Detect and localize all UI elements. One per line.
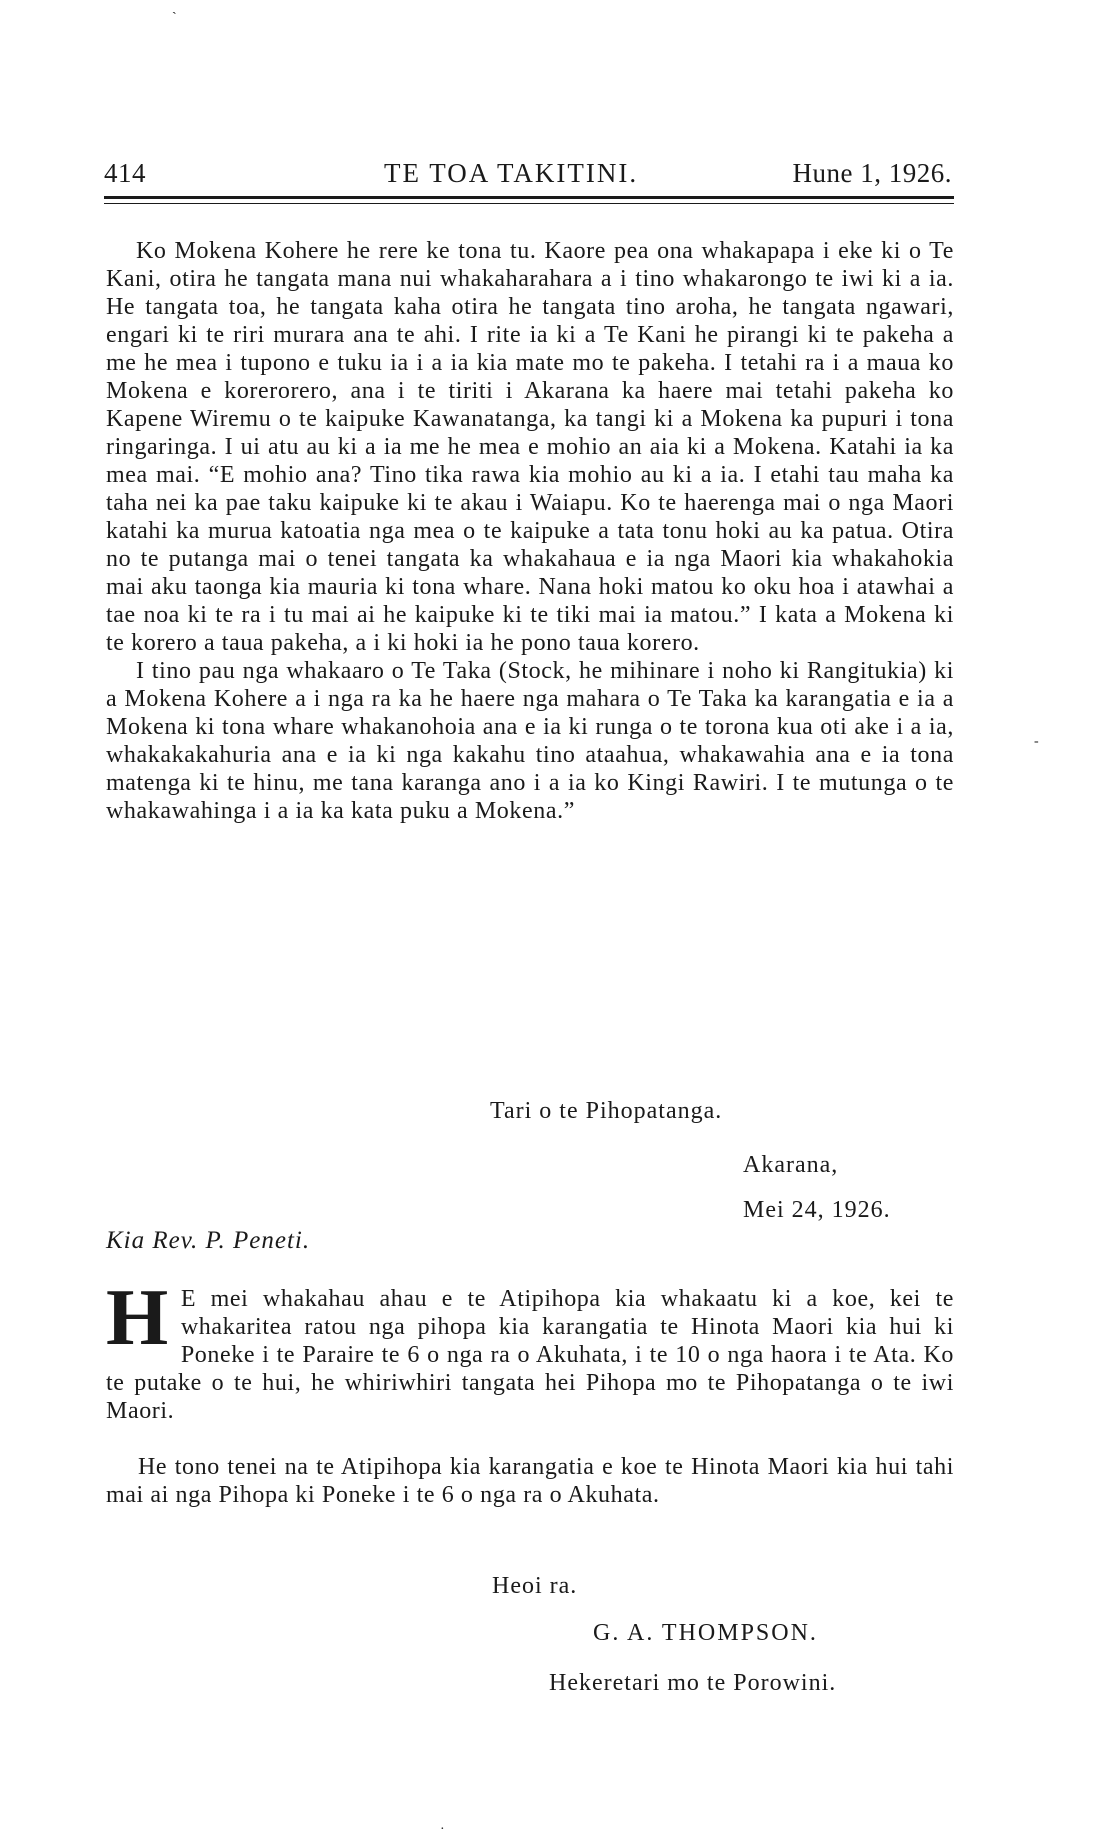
margin-print-mark: -: [1034, 734, 1039, 749]
letter-salutation: Kia Rev. P. Peneti.: [106, 1227, 311, 1254]
header-rule-thin: [104, 203, 954, 204]
issue-date: Hune 1, 1926.: [792, 158, 952, 188]
letter-body-first-text: E mei whakahau ahau e te Atipihopa kia whakaatu ki a koe, kei te whakaritea ratou nga pihopa kia karangatia te Hinota Maori kia hui ki Poneke i te Paraire te 6 o nga ra o Akuhata, i te 10 o nga haora i te Ata. Ko te putake o te hui, he whiriwhiri tangata hei Pihopa mo te Pihopatanga o te iwi Maori.: [106, 1286, 954, 1424]
letter-signature: G. A. THOMPSON.: [593, 1620, 818, 1646]
journal-title: TE TOA TAKITINI.: [384, 158, 639, 188]
article-paragraph: Ko Mokena Kohere he rere ke tona tu. Kaore pea ona whakapapa i eke ki o Te Kani, otira he tangata mana nui whakaharahara a i tino whakarongo te iwi ki a ia. He tangata toa, he tangata kaha otira he tangata tino aroha, he tangata ngawari, engari ki te riri murara ana te ahi. I rite ia ki a Te Kani he pirangi ki te pakeha a me he mea i tupono e tuku ia i a ia kia mate mo te pakeha. I tetahi ra i a maua ko Mokena e korerorero, ana i te tiriti i Akarana ka haere mai tetahi pakeha ko Kapene Wiremu o te kaipuke Kawanatanga, ka tangi ki a Mokena ka pupuri i tona ringaringa. I ui atu au ki a ia me he mea e mohio an aia ki a Mokena. Katahi ia ka mea mai. “E mohio ana? Tino tika rawa kia mohio au ki a ia. I etahi tau maha ka taha nei ka pae taku kaipuke ki te akau i Waiapu. Ko te haerenga mai o nga Maori katahi ka murua katoatia nga mea o te kaipuke a tata tonu hoki au ka patua. Otira no te putanga mai o tenei tangata ka whakahaua e ia nga Maori kia whakahokia mai aku taonga kia mauria ki tona whare. Nana hoki matou ko oku hoa i atawhai a tae noa ki te ra i tu mai ai he kaipuke ki te tiki mai ia matou.” I kata a Mokena ki te korero a taua pakeha, a i ki hoki ia he pono taua korero.: [106, 238, 954, 656]
letter-place: Akarana,: [743, 1152, 839, 1178]
letter-origin: Tari o te Pihopatanga.: [490, 1098, 723, 1124]
bottom-print-mark: ·: [440, 1822, 445, 1837]
letter-closing: Heoi ra.: [492, 1573, 578, 1599]
header-rule-thick: [104, 196, 954, 199]
letter-body: [106, 1274, 954, 1509]
page-number: 414: [104, 158, 146, 188]
letter-date: Mei 24, 1926.: [743, 1197, 891, 1223]
drop-cap: H: [106, 1274, 169, 1362]
corner-print-mark: ˏ: [172, 0, 177, 15]
letter-paragraph-first: [106, 1274, 954, 1425]
letter-signer-title: Hekeretari mo te Porowini.: [549, 1670, 837, 1696]
letter-paragraph-second: He tono tenei na te Atipihopa kia karangatia e koe te Hinota Maori kia hui tahi mai ai nga Pihopa ki Poneke i te 6 o nga ra o Akuhata.: [106, 1454, 954, 1508]
page-header: [104, 158, 952, 194]
article-body: [106, 237, 954, 825]
article-paragraph: I tino pau nga whakaaro o Te Taka (Stock, he mihinare i noho ki Rangitukia) ki a Mokena Kohere a i nga ra ka he haere nga mahara o Te Taka ka karangatia e ia a Mokena ki tona whare whakanohoia ana e ia ki runga o te torona kua oti ake i a ia, whakakakahuria ana e ia ki nga kakahu tino ataahua, whakawahia ana e ia tona matenga ki te hinu, me tana karanga ano i a ia ko Kingi Rawiri. I te mutunga o te whakawahinga i a ia ka kata puku a Mokena.”: [106, 658, 954, 824]
